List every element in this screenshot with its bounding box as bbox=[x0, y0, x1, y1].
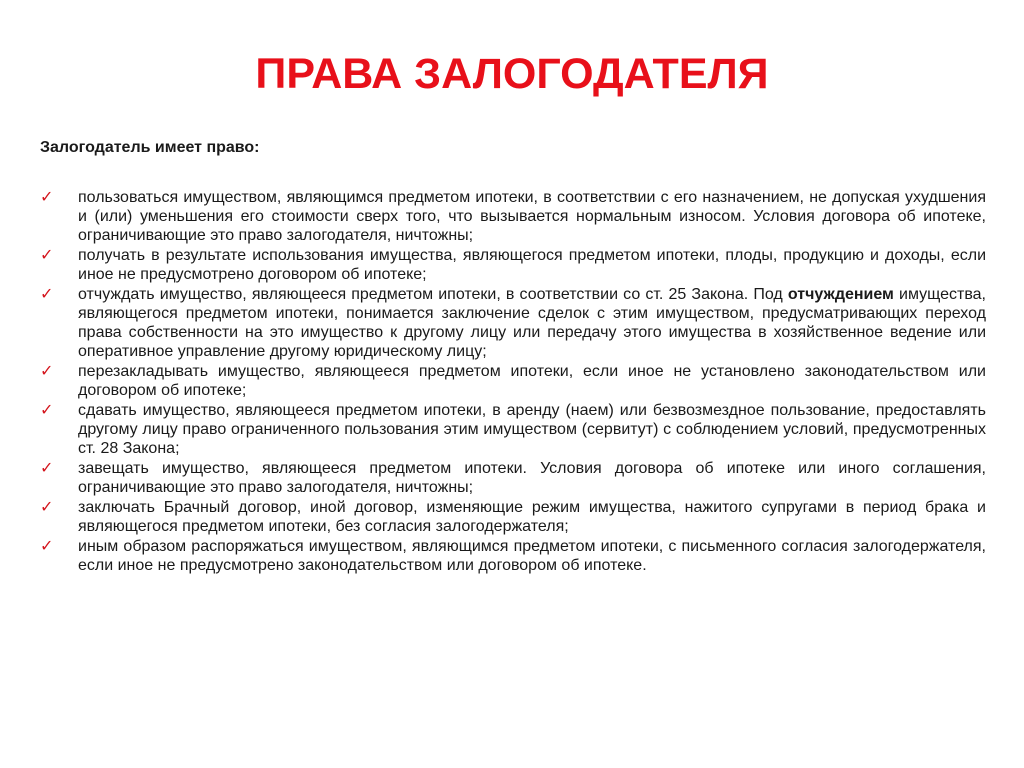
list-item bbox=[40, 246, 986, 284]
list-item bbox=[40, 285, 986, 361]
list-item-text bbox=[78, 285, 986, 361]
list-item-text-post: имущества, являющегося предметом ипотеки, понимается заключение сделок с этим имуществом, предусматривающих переход права собственности на это имущество к другому лицу или передачу этого имущества в хозяйственное ведение или оперативное управление другому юридическому лицу; bbox=[78, 286, 987, 360]
list-item-text: получать в результате использования имущества, являющегося предметом ипотеки, плоды, продукцию и доходы, если иное не предусмотрено договором об ипотеке; bbox=[78, 247, 986, 283]
list-item bbox=[40, 537, 986, 575]
check-mark-icon: ✓ bbox=[40, 189, 54, 206]
list-item-text: завещать имущество, являющееся предметом ипотеки. Условия договора об ипотеке или иного соглашения, ограничивающие это право залогодателя, ничтожны; bbox=[78, 460, 986, 496]
check-mark-icon: ✓ bbox=[40, 460, 54, 477]
intro-text: Залогодатель имеет право: bbox=[40, 139, 260, 156]
check-mark-icon: ✓ bbox=[40, 402, 54, 419]
slide-title: ПРАВА ЗАЛОГОДАТЕЛЯ bbox=[255, 50, 769, 98]
check-mark-icon: ✓ bbox=[40, 286, 54, 303]
check-mark-icon: ✓ bbox=[40, 499, 54, 516]
list-item-text-bold: отчуждением bbox=[787, 286, 894, 303]
list-item-text: иным образом распоряжаться имуществом, являющимся предметом ипотеки, с письменного согласия залогодержателя, если иное не предусмотрено законодательством или договором об ипотеке. bbox=[78, 538, 986, 574]
list-item-text: сдавать имущество, являющееся предметом ипотеки, в аренду (наем) или безвозмездное пользование, предоставлять другому лицу право ограниченного пользования этим имуществом (сервитут) с соблюдением условий, предусмотренных ст. 28 Закона; bbox=[78, 402, 986, 457]
list-item bbox=[40, 459, 986, 497]
check-mark-icon: ✓ bbox=[40, 538, 54, 555]
list-item bbox=[40, 401, 986, 458]
check-mark-icon: ✓ bbox=[40, 363, 54, 380]
check-mark-icon: ✓ bbox=[40, 247, 54, 264]
list-item-text: пользоваться имуществом, являющимся предметом ипотеки, в соответствии с его назначением, не допуская ухудшения и (или) уменьшения его стоимости сверх того, что вызывается нормальным износом. Условия договора об ипотеке, ограничивающие это право залогодателя, ничтожны; bbox=[78, 189, 986, 244]
list-item bbox=[40, 362, 986, 400]
list-item bbox=[40, 188, 986, 245]
list-item bbox=[40, 498, 986, 536]
list-item-text: заключать Брачный договор, иной договор, изменяющие режим имущества, нажитого супругами в период брака и являющегося предметом ипотеки, без согласия залогодержателя; bbox=[78, 499, 986, 535]
list-item-text: перезакладывать имущество, являющееся предметом ипотеки, если иное не установлено законодательством или договором об ипотеке; bbox=[78, 363, 986, 399]
rights-list bbox=[40, 188, 986, 576]
list-item-text-pre: отчуждать имущество, являющееся предметом ипотеки, в соответствии со ст. 25 Закона. Под bbox=[78, 286, 788, 303]
